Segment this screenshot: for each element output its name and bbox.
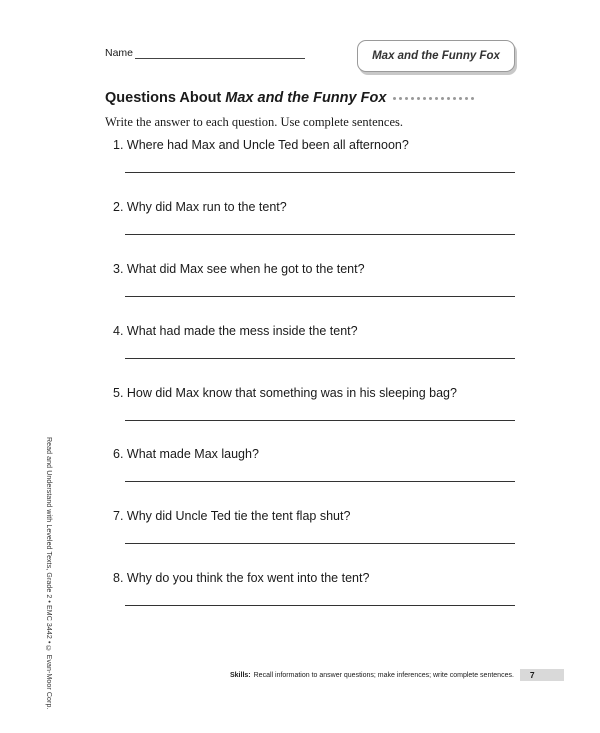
question-text: 2. Why did Max run to the tent? bbox=[113, 200, 287, 214]
question-2 bbox=[113, 200, 518, 214]
answer-line bbox=[125, 481, 515, 482]
answer-line bbox=[125, 543, 515, 544]
question-5 bbox=[113, 386, 518, 400]
answer-line bbox=[125, 420, 515, 421]
question-7 bbox=[113, 509, 518, 523]
question-text: 6. What made Max laugh? bbox=[113, 447, 259, 461]
question-text: 3. What did Max see when he got to the tent? bbox=[113, 262, 365, 276]
name-line bbox=[135, 47, 305, 59]
question-text: 1. Where had Max and Uncle Ted been all afternoon? bbox=[113, 138, 409, 152]
heading-prefix: Questions About bbox=[105, 90, 222, 106]
answer-line bbox=[125, 172, 515, 173]
side-credit: Read and Understand with Leveled Texts, Grade 2 • EMC 3442 • © Evan-Moor Corp. bbox=[45, 437, 52, 710]
question-text: 4. What had made the mess inside the tent? bbox=[113, 324, 358, 338]
answer-line bbox=[125, 234, 515, 235]
answer-line bbox=[125, 605, 515, 606]
skills-text: Recall information to answer questions; make inferences; write complete sentences. bbox=[253, 671, 514, 679]
question-3 bbox=[113, 262, 518, 276]
answer-line bbox=[125, 296, 515, 297]
question-8 bbox=[113, 571, 518, 585]
skills-label: Skills: bbox=[230, 671, 251, 679]
heading-title: Max and the Funny Fox bbox=[225, 90, 387, 106]
name-field bbox=[105, 47, 305, 59]
question-4 bbox=[113, 324, 518, 338]
question-text: 5. How did Max know that something was in his sleeping bag? bbox=[113, 386, 457, 400]
page-heading bbox=[105, 90, 474, 106]
answer-line bbox=[125, 358, 515, 359]
story-title-tab: Max and the Funny Fox bbox=[357, 40, 515, 72]
page-number: 7 bbox=[520, 669, 564, 681]
footer bbox=[230, 669, 564, 681]
question-text: 8. Why do you think the fox went into the tent? bbox=[113, 571, 370, 585]
question-text: 7. Why did Uncle Ted tie the tent flap shut? bbox=[113, 509, 351, 523]
question-6 bbox=[113, 447, 518, 461]
question-1 bbox=[113, 138, 518, 152]
name-label: Name bbox=[105, 47, 134, 59]
decorative-dots bbox=[393, 97, 474, 100]
instructions: Write the answer to each question. Use complete sentences. bbox=[105, 115, 403, 129]
